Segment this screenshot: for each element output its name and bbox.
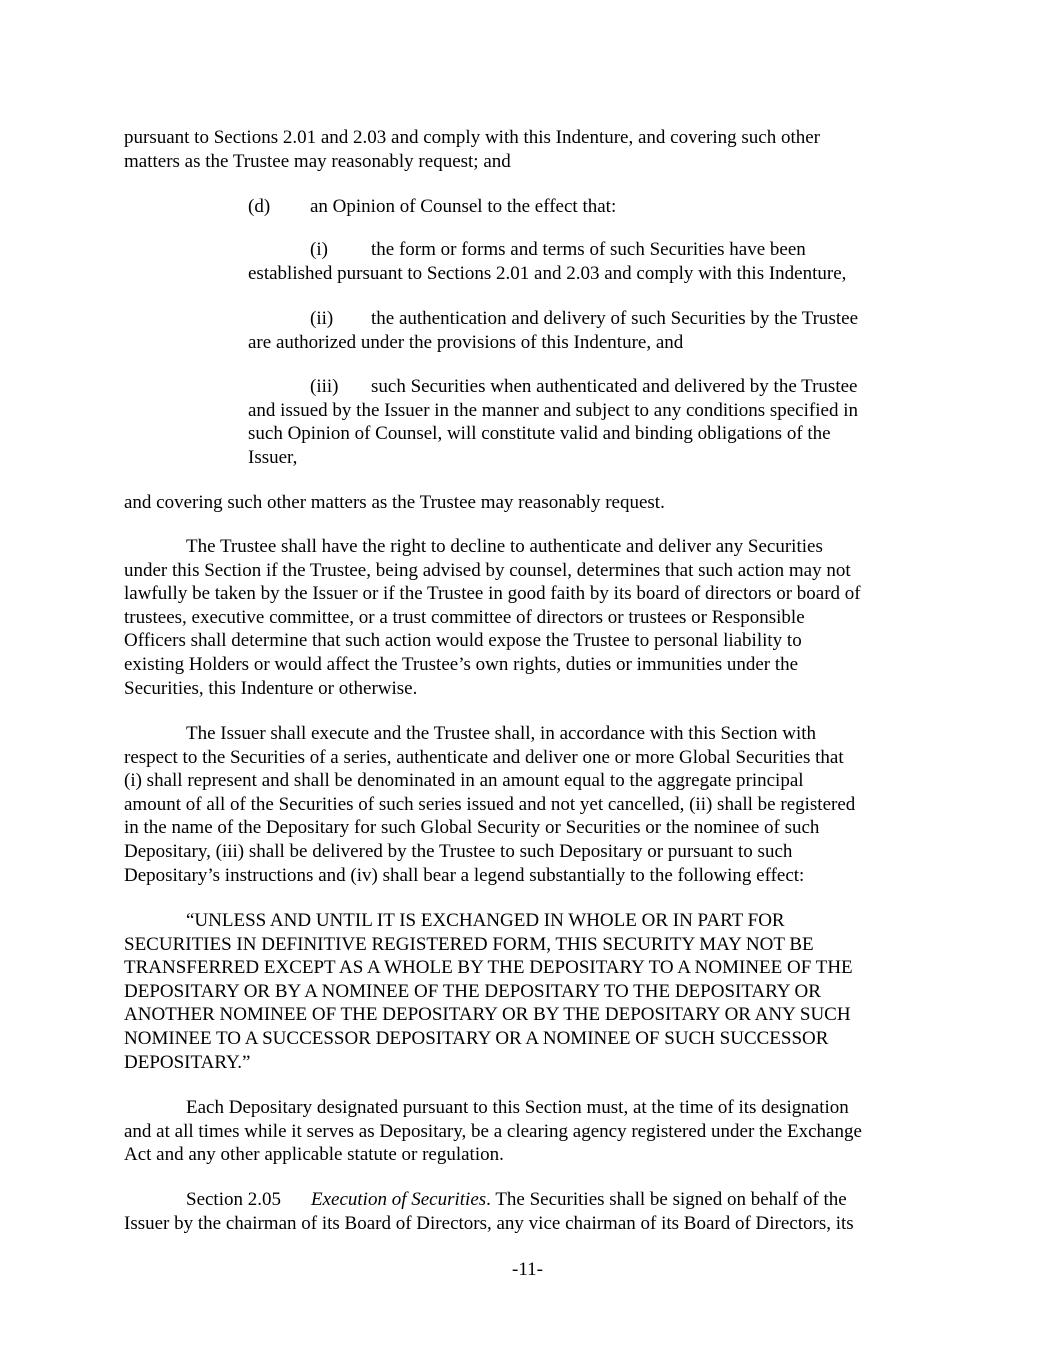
sub-item-iii: (iii) such Securities when authenticated and delivered by the Trustee and issued by the Issuer in the manner and subject to any conditions specified in such Opinion of Counsel, will constitute valid and binding obligations of the Issuer, bbox=[248, 376, 858, 468]
sub-item-i-label: (i) bbox=[310, 239, 328, 260]
item-d-label: (d) bbox=[248, 196, 271, 217]
paragraph-legend: “UNLESS AND UNTIL IT IS EXCHANGED IN WHOLE OR IN PART FOR SECURITIES IN DEFINITIVE REGISTERED FORM, THIS SECURITY MAY NOT BE TRANSFERRED EXCEPT AS A WHOLE BY THE DEPOSITARY TO A NOMINEE OF THE DEPOSITARY OR BY A NOMINEE OF THE DEPOSITARY TO THE DEPOSITARY OR ANOTHER NOMINEE OF THE DEPOSITARY OR BY THE DEPOSITARY OR ANY SUCH NOMINEE TO A SUCCESSOR DEPOSITARY OR A NOMINEE OF SUCH SUCCESSOR DEPOSITARY.” bbox=[124, 910, 853, 1073]
sub-item-ii: (ii) the authentication and delivery of such Securities by the Trustee are authorized under the provisions of this Indenture, and bbox=[248, 308, 859, 353]
continuation-paragraph: pursuant to Sections 2.01 and 2.03 and comply with this Indenture, and covering such other matters as the Trustee may reasonably request; and bbox=[124, 127, 821, 172]
section-title: Execution of Securities bbox=[311, 1189, 487, 1210]
paragraph-decline: The Trustee shall have the right to decline to authenticate and deliver any Securities under this Section if the Trustee, being advised by counsel, determines that such action may not lawfully be taken by the Issuer or if the Trustee in good faith by its board of directors or board of trustees, executive committee, or a trust committee of directors or trustees or Responsible Officers shall determine that such action would expose the Trustee to personal liability to existing Holders or would affect the Trustee’s own rights, duties or immunities under the Securities, this Indenture or otherwise. bbox=[124, 536, 861, 699]
sub-item-ii-label: (ii) bbox=[310, 308, 334, 329]
sub-item-i: (i) the form or forms and terms of such Securities have been established pursuant to Sections 2.01 and 2.03 and comply with this Indenture, bbox=[248, 239, 847, 284]
paragraph-global-securities: The Issuer shall execute and the Trustee shall, in accordance with this Section with respect to the Securities of a series, authenticate and deliver one or more Global Securities that (i) shall represent and shall be denominated in an amount equal to the aggregate principal amount of all of the Securities of such series issued and not yet cancelled, (ii) shall be registered in the name of the Depositary for such Global Security or Securities or the nominee of such Depositary, (iii) shall be delivered by the Trustee to such Depositary or pursuant to such Depositary’s instructions and (iv) shall bear a legend substantially to the following effect: bbox=[124, 723, 856, 886]
item-d bbox=[248, 195, 928, 219]
closing-line: and covering such other matters as the Trustee may reasonably request. bbox=[124, 492, 665, 513]
item-d-text: an Opinion of Counsel to the effect that: bbox=[310, 196, 617, 217]
section-2-05: Section 2.05 Execution of Securities. The Securities shall be signed on behalf of the Issuer by the chairman of its Board of Directors, any vice chairman of its Board of Directors, its bbox=[124, 1189, 854, 1234]
section-number: Section 2.05 bbox=[186, 1189, 281, 1210]
page-number: -11- bbox=[512, 1259, 543, 1280]
sub-item-iii-label: (iii) bbox=[310, 376, 339, 397]
paragraph-depositary: Each Depositary designated pursuant to this Section must, at the time of its designation and at all times while it serves as Depositary, be a clearing agency registered under the Exchange Act and any other applicable statute or regulation. bbox=[124, 1097, 862, 1166]
